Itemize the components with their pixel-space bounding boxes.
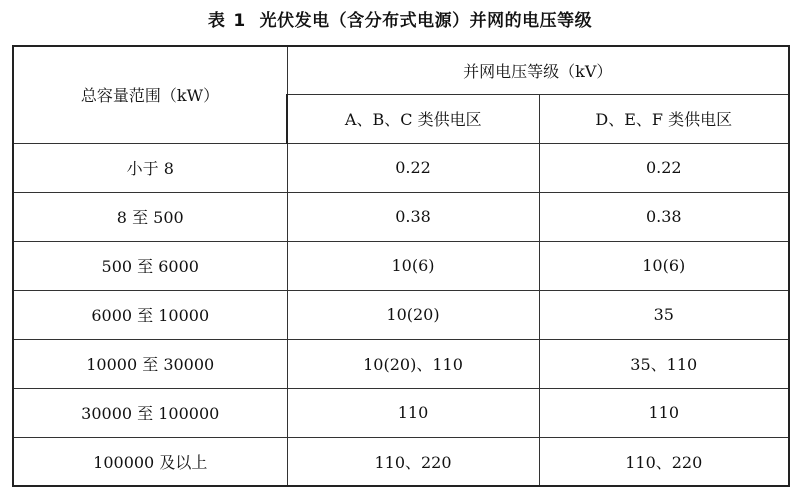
cell-def: 110、220 [539,437,789,486]
cell-abc: 10(20)、110 [287,339,539,388]
header-row-1 [13,46,789,94]
caption-label: 表 [207,11,226,31]
table-row [13,192,789,241]
table-row [13,437,789,486]
header-capacity-range: 总容量范围（kW） [13,46,287,143]
header-grid-voltage: 并网电压等级（kV） [287,46,789,94]
cell-range: 500 至 6000 [13,241,287,290]
cell-def: 35、110 [539,339,789,388]
cell-abc: 10(20) [287,290,539,339]
cell-def: 0.22 [539,143,789,192]
cell-range: 10000 至 30000 [13,339,287,388]
cell-def: 0.38 [539,192,789,241]
cell-def: 110 [539,388,789,437]
table-row [13,241,789,290]
cell-range: 小于 8 [13,143,287,192]
caption-number: 1 [233,11,246,31]
table-row [13,143,789,192]
table-row [13,290,789,339]
voltage-level-table [12,45,790,487]
header-zone-def: D、E、F 类供电区 [539,94,789,143]
cell-abc: 110、220 [287,437,539,486]
cell-abc: 10(6) [287,241,539,290]
cell-range: 100000 及以上 [13,437,287,486]
table-caption [0,6,800,31]
cell-def: 35 [539,290,789,339]
caption-title: 光伏发电（含分布式电源）并网的电压等级 [259,11,593,31]
cell-def: 10(6) [539,241,789,290]
cell-abc: 110 [287,388,539,437]
cell-abc: 0.22 [287,143,539,192]
cell-range: 30000 至 100000 [13,388,287,437]
cell-range: 6000 至 10000 [13,290,287,339]
cell-range: 8 至 500 [13,192,287,241]
table-row [13,339,789,388]
cell-abc: 0.38 [287,192,539,241]
table-row [13,388,789,437]
header-zone-abc: A、B、C 类供电区 [287,94,539,143]
